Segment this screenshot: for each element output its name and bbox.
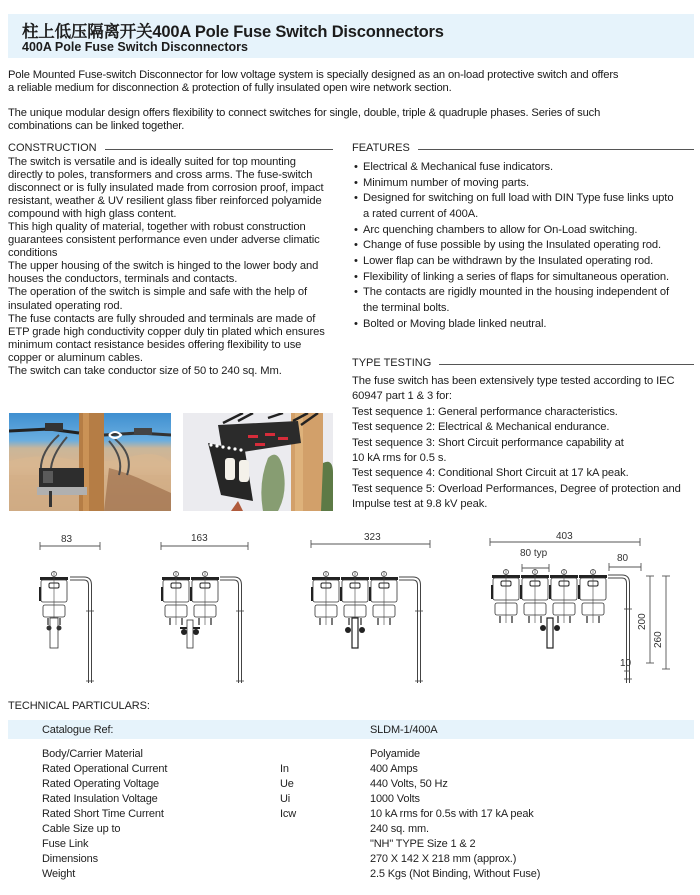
type-testing-line: Test sequence 3: Short Circuit performance capability at (352, 436, 624, 449)
feature-item (353, 317, 698, 333)
intro-line: The unique modular design offers flexibility to connect switches for single, double, triple & quadruple phases. Series of such (8, 107, 601, 119)
feature-text: Change of fuse possible by using the Insulated operating rod. (363, 239, 662, 252)
param-symbol: Ue (280, 778, 294, 790)
feature-text: Bolted or Moving blade linked neutral. (363, 317, 547, 330)
param-name: Dimensions (42, 853, 98, 865)
feature-text: Minimum number of moving parts. (363, 176, 530, 189)
param-name: Fuse Link (42, 838, 89, 850)
feature-item (353, 285, 698, 301)
param-symbol: Ui (280, 793, 291, 805)
construction-line: The upper housing of the switch is hinged to the lower body and (8, 260, 319, 273)
bullet-icon: • (354, 223, 358, 236)
type-testing-line: 10 kA rms for 0.5 s. (352, 452, 447, 465)
construction-line: houses the conductors, terminals and contacts. (8, 273, 238, 286)
param-name: Rated Short Time Current (42, 808, 164, 820)
param-value: 400 Amps (370, 763, 418, 775)
page-subtitle: 400A Pole Fuse Switch Disconnectors (22, 40, 248, 54)
fuse-switch-closeup-photo (183, 413, 333, 511)
dim-single-width: 83 (61, 534, 73, 545)
feature-item (353, 160, 698, 176)
type-testing-line: Test sequence 2: Electrical & Mechanical endurance. (352, 421, 610, 434)
construction-line: This high quality of material, together with robust construction (8, 221, 306, 234)
construction-heading-text: CONSTRUCTION (8, 142, 97, 154)
feature-text: a rated current of 400A. (363, 207, 479, 220)
param-name: Cable Size up to (42, 823, 121, 835)
construction-line: guarantees consistent performance even under adverse climatic (8, 234, 320, 247)
param-name: Rated Operational Current (42, 763, 168, 775)
feature-item (353, 270, 698, 286)
construction-line: The operation of the switch is simple and safe with the help of (8, 286, 308, 299)
bullet-icon: • (354, 161, 358, 173)
dim-triple-width: 323 (364, 532, 381, 543)
bullet-icon: • (354, 286, 358, 299)
technical-heading: TECHNICAL PARTICULARS: (8, 700, 150, 712)
feature-item (353, 254, 698, 270)
bullet-icon: • (354, 254, 358, 267)
quadruple-pole-drawing (490, 538, 670, 683)
param-name: Body/Carrier Material (42, 748, 143, 760)
feature-text: Flexibility of linking a series of flaps for simultaneous operation. (363, 270, 669, 283)
construction-line: conditions (8, 247, 58, 260)
construction-line: insulated operating rod. (8, 299, 123, 312)
feature-text: The contacts are rigidly mounted in the housing independent of (363, 286, 670, 299)
type-testing-heading-text: TYPE TESTING (352, 357, 432, 369)
intro-line: a reliable medium for disconnection & protection of fully insulated open wire network section. (8, 82, 452, 94)
construction-line: directly to poles, transformers and cross arms. The fuse-switch (8, 169, 313, 182)
page-title: 柱上低压隔离开关400A Pole Fuse Switch Disconnectors (22, 23, 444, 41)
dimension-drawing-svg (0, 528, 700, 683)
construction-line: disconnect or is fully insulated made from corrosion proof, impact (8, 182, 324, 195)
param-name: Rated Operating Voltage (42, 778, 160, 790)
bullet-icon: • (354, 192, 358, 205)
feature-item (353, 223, 698, 239)
intro-line: combinations can be linked together. (8, 120, 185, 132)
type-testing-line: Test sequence 5: Overload Performances, Degree of protection and (352, 482, 681, 495)
dim-height-200: 200 (637, 613, 648, 630)
param-symbol: In (280, 763, 289, 775)
bullet-icon: • (354, 239, 358, 252)
type-testing-heading (352, 357, 694, 369)
dimension-drawings (0, 528, 700, 683)
feature-item (353, 176, 698, 192)
type-testing-body (352, 374, 697, 513)
type-testing-line: The fuse switch has been extensively type tested according to IEC (352, 375, 675, 387)
param-value: 1000 Volts (370, 793, 420, 805)
dim-pitch: 80 typ (520, 548, 548, 559)
heading-rule (105, 149, 333, 150)
single-pole-drawing (39, 542, 100, 683)
type-testing-line: Test sequence 1: General performance characteristics. (352, 405, 618, 418)
feature-text: Arc quenching chambers to allow for On-Load switching. (363, 223, 638, 236)
param-value: "NH" TYPE Size 1 & 2 (370, 838, 476, 850)
param-name: Rated Insulation Voltage (42, 793, 158, 805)
bullet-icon: • (354, 317, 358, 330)
dim-quad-width: 403 (556, 531, 573, 542)
param-name: Weight (42, 868, 76, 880)
feature-item-continuation (353, 301, 698, 317)
intro-line: Pole Mounted Fuse-switch Disconnector for low voltage system is specially designed as an on-load protective switch and offers (8, 69, 619, 81)
heading-rule (418, 149, 694, 150)
feature-text: Lower flap can be withdrawn by the Insulated operating rod. (363, 254, 654, 267)
feature-text: Designed for switching on full load with DIN Type fuse links upto (363, 192, 674, 205)
param-value: 10 kA rms for 0.5s with 17 kA peak (370, 808, 534, 820)
pole-mounted-fuse-switch-photo (9, 413, 171, 511)
construction-line: resistant, weather & UV resilient glass fiber reinforced polyamide (8, 195, 322, 208)
param-value: 2.5 Kgs (Not Binding, Without Fuse) (370, 868, 541, 880)
dim-height-260: 260 (653, 631, 664, 648)
bullet-icon: • (354, 270, 358, 283)
features-heading-text: FEATURES (352, 142, 410, 154)
construction-line: The fuse contacts are fully shrouded and terminals are made of (8, 312, 316, 325)
param-value: 270 X 142 X 218 mm (approx.) (370, 853, 517, 865)
catalogue-label: Catalogue Ref: (42, 724, 114, 736)
construction-heading (8, 142, 333, 154)
feature-item (353, 191, 698, 207)
param-symbol: Icw (280, 808, 297, 820)
triple-pole-drawing (311, 540, 430, 683)
dim-double-width: 163 (191, 533, 208, 544)
feature-item-continuation (353, 207, 698, 223)
features-heading (352, 142, 694, 154)
type-testing-line: 60947 part 1 & 3 for: (352, 390, 452, 403)
feature-text: the terminal bolts. (363, 301, 450, 314)
features-list (353, 160, 698, 332)
double-pole-drawing (161, 542, 248, 683)
param-value: 440 Volts, 50 Hz (370, 778, 448, 790)
construction-body (8, 156, 336, 378)
feature-text: Electrical & Mechanical fuse indicators. (363, 161, 554, 173)
param-value: Polyamide (370, 748, 421, 760)
heading-rule (439, 364, 694, 365)
intro-paragraph-1 (8, 69, 688, 95)
construction-line: copper or aluminum cables. (8, 351, 143, 364)
construction-line: The switch is versatile and is ideally suited for top mounting (8, 156, 296, 168)
construction-line: The switch can take conductor size of 50 to 240 sq. Mm. (8, 364, 282, 377)
construction-line: ETP grade high conductivity copper duly tin plated which ensures (8, 325, 325, 338)
intro-paragraph-2 (8, 107, 688, 133)
construction-line: compound with high glass content. (8, 208, 177, 221)
param-value: 240 sq. mm. (370, 823, 429, 835)
type-testing-line: Impulse test at 9.8 kV peak. (352, 498, 488, 511)
bullet-icon: • (354, 176, 358, 189)
catalogue-value: SLDM-1/400A (370, 724, 438, 736)
dim-pipe-dia: 10 (620, 658, 632, 669)
dim-arm-offset: 80 (617, 553, 629, 564)
construction-line: minimum contact resistance besides offering flexibility to use (8, 338, 302, 351)
type-testing-line: Test sequence 4: Conditional Short Circuit at 17 kA peak. (352, 467, 629, 480)
feature-item (353, 238, 698, 254)
